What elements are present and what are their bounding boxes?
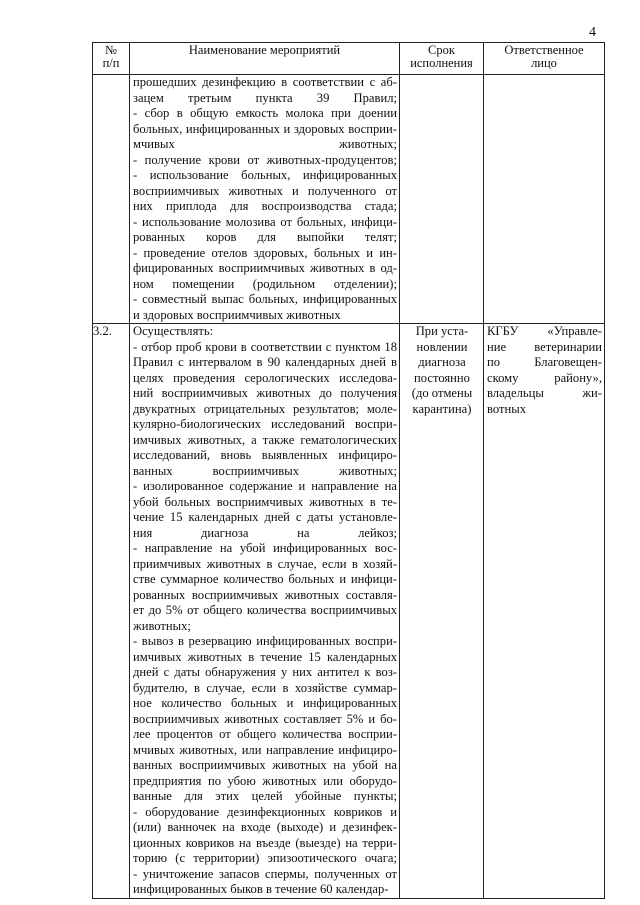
header-resp — [484, 43, 605, 75]
measure-cell-line: рованных коров для выпойки телят; — [133, 230, 397, 244]
header-term — [400, 43, 484, 75]
measure-cell-line: ванные для этих целей убойные пункты; — [133, 789, 397, 803]
responsible-cell — [484, 324, 605, 899]
responsible-cell-line: владельцы жи- — [487, 386, 602, 400]
table-row — [93, 75, 605, 324]
header-num — [93, 43, 130, 75]
measure-cell-line: ний восприимчивых животных до получения — [133, 386, 397, 400]
row-number-cell: 3.2. — [93, 324, 130, 899]
measure-cell-line: и здоровых восприимчивых животных — [133, 307, 341, 322]
measure-cell-line: предприятия по убою животных или оборудо- — [133, 773, 397, 788]
measure-cell-line: кулярно-биологических исследований воспри- — [133, 417, 397, 431]
measure-cell-line: исследований, вновь выявленных инфициро- — [133, 448, 397, 462]
measure-cell-line: дней с даты обнаружения у них антител к воз- — [133, 665, 397, 679]
measure-cell-line: будителю, в случае, если в хозяйстве суммар- — [133, 680, 397, 695]
term-cell-line: диагноза — [418, 355, 466, 369]
measure-cell-line: чение 15 календарных дней с даты установле- — [133, 510, 397, 524]
measure-cell-line: - изолированное содержание и направление на — [133, 479, 397, 493]
measure-cell-line: имчивых животных в течение 15 календарных — [133, 649, 397, 664]
measure-cell-line: имчивых животных, а также гематологических — [133, 432, 397, 447]
measure-cell-line: ния диагноза на лейкоз; — [133, 525, 397, 540]
measure-cell-line: - сбор в общую емкость молока при доении — [133, 106, 397, 120]
header-term-line: Срок — [428, 43, 455, 57]
measure-cell-line: (или) ванночек на входе (выходе) и дезинфек- — [133, 820, 397, 834]
table-header-row — [93, 43, 605, 75]
measure-cell-line: - получение крови от животных-продуцентов; — [133, 152, 397, 167]
measure-cell-line: прошедших дезинфекцию в соответствии с аб- — [133, 75, 397, 89]
measure-cell-line: - проведение отелов здоровых, больных и ин- — [133, 245, 397, 260]
page-number: 4 — [589, 25, 596, 40]
measure-cell-line: рованных восприимчивых животных составля- — [133, 587, 397, 602]
measure-cell-line: них приплода для воспроизводства стада; — [133, 199, 397, 213]
measure-cell-line: ванных восприимчивых животных; — [133, 463, 397, 478]
measure-cell-line: двукратных отрицательных результатов; моле- — [133, 401, 397, 416]
table-body — [93, 75, 605, 899]
term-cell-line: постоянно — [414, 370, 470, 385]
term-cell-line: При уста- — [415, 324, 469, 338]
measure-cell-line: торию (с территории) эпизоотического очага; — [133, 851, 397, 865]
term-cell — [400, 75, 484, 324]
term-cell-line: карантина) — [412, 401, 472, 416]
measure-cell-line: убой больных восприимчивых животных в те- — [133, 494, 397, 509]
measures-table — [92, 42, 605, 899]
header-name — [130, 43, 400, 75]
measure-cell-line: Правил с интервалом в 90 календарных дней в — [133, 355, 397, 369]
measure-cell-line: мчивых животных; — [133, 137, 397, 151]
measure-cell-line: стве суммарное количество больных и инфици- — [133, 572, 397, 586]
measure-cell-line: ет до 5% от общего количества восприимчивых — [133, 603, 397, 617]
header-term-line: исполнения — [410, 56, 473, 70]
measure-cell-line: ционных ковриков на въезде (выезде) на терри- — [133, 835, 397, 850]
term-cell — [400, 324, 484, 899]
measure-cell-line: ное количество больных и инфицированных — [133, 696, 397, 710]
term-cell-line: (до отмены — [411, 386, 473, 400]
measure-cell-line: - вывоз в резервацию инфицированных воспри- — [133, 634, 397, 648]
table-row — [93, 324, 605, 899]
measure-cell-line: - использование молозива от больных, инфици- — [133, 214, 397, 229]
measure-cell-line: лее процентов от общего количества восприи- — [133, 727, 397, 741]
responsible-cell-line: скому району», — [487, 370, 602, 385]
responsible-cell — [484, 75, 605, 324]
term-cell-line: новлении — [416, 339, 468, 354]
measure-cell-line: инфицированных быков в течение 60 календар- — [133, 882, 389, 896]
measure-cell-line: - оборудование дезинфекционных ковриков и — [133, 804, 397, 819]
measure-cell-line: - использование больных, инфицированных — [133, 168, 397, 182]
measure-cell-line: целях проведения серологических исследова- — [133, 370, 397, 385]
measure-cell-line: мчивых животных, или направление инфициро- — [133, 742, 397, 757]
measure-cell — [130, 324, 400, 899]
measure-cell-line: - уничтожение запасов спермы, полученных от — [133, 866, 397, 881]
header-num-line: № — [105, 43, 117, 57]
header-num-line: п/п — [102, 56, 120, 70]
measure-cell — [130, 75, 400, 324]
measure-cell-line: - совместный выпас больных, инфицированных — [133, 292, 397, 306]
responsible-cell-line: вотных — [487, 401, 526, 416]
measure-cell-line: - отбор проб крови в соответствии с пунктом 18 — [133, 339, 397, 354]
responsible-cell-line: ние ветеринарии — [487, 339, 602, 354]
measure-cell-line: фицированных восприимчивых животных в од- — [133, 261, 397, 275]
responsible-cell-line: по Благовещен- — [487, 355, 602, 369]
measure-cell-line: Осуществлять: — [133, 324, 214, 338]
measure-cell-line: восприимчивых животных и полученного от — [133, 183, 397, 198]
header-resp-line: Ответственное — [504, 43, 584, 57]
measure-cell-line: приимчивых животных в случае, если в хозяй- — [133, 556, 397, 571]
measure-cell-line: - направление на убой инфицированных вос- — [133, 541, 397, 555]
measure-cell-line: ванных восприимчивых животных на убой на — [133, 758, 397, 772]
header-resp-line: лицо — [531, 56, 557, 70]
measure-cell-line: зацем третьим пункта 39 Правил; — [133, 90, 397, 105]
measure-cell-line: больных, инфицированных и здоровых восприи- — [133, 121, 397, 136]
measure-cell-line: ном помещении (родильном отделении); — [133, 276, 397, 291]
header-name-line: Наименование мероприятий — [188, 43, 341, 57]
responsible-cell-line: КГБУ «Управле- — [487, 324, 602, 338]
measure-cell-line: животных; — [133, 618, 191, 633]
measure-cell-line: восприимчивых животных составляет 5% и бо- — [133, 711, 397, 726]
row-number-cell — [93, 75, 130, 324]
